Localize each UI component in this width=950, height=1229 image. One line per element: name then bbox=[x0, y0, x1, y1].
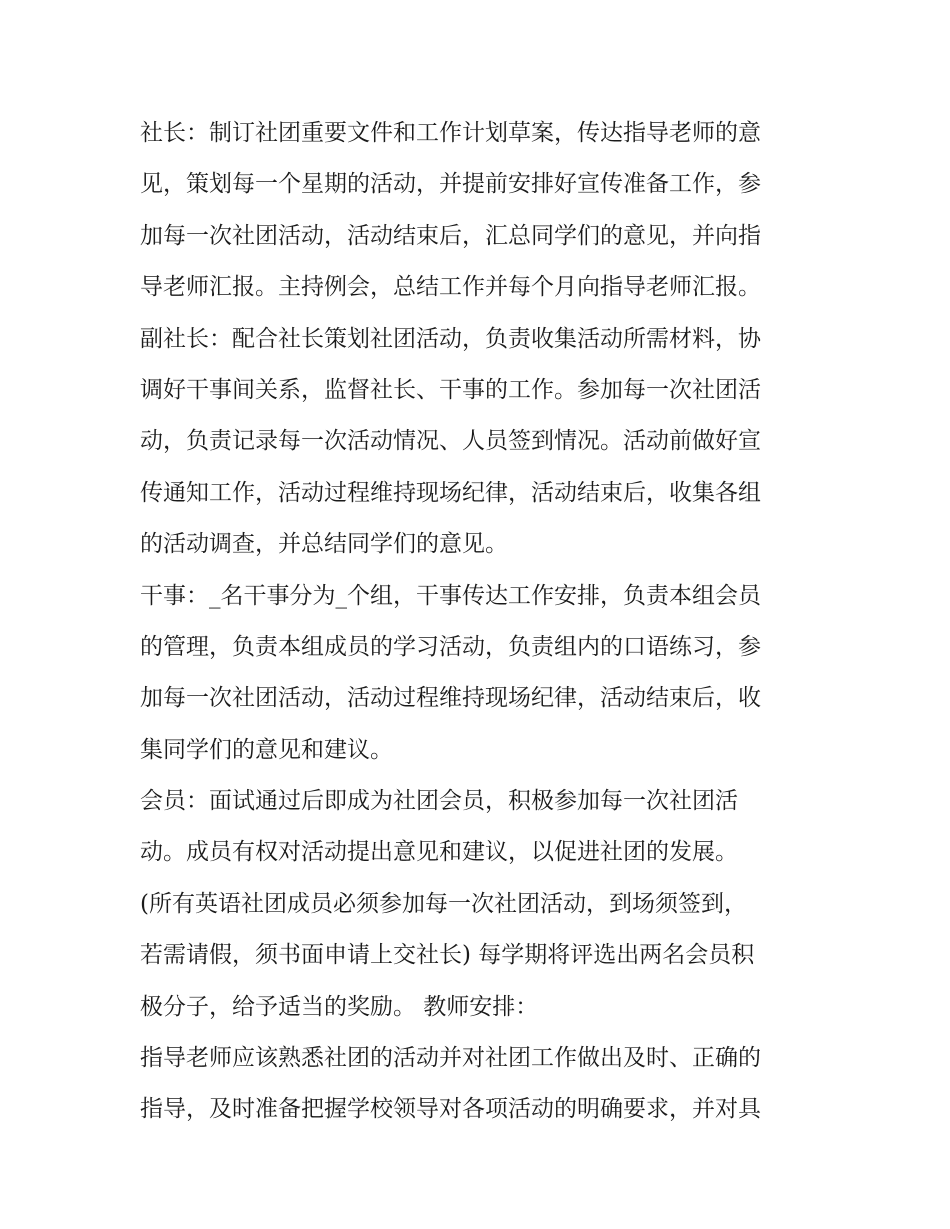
text-line: (所有英语社团成员必须参加每一次社团活动，到场须签到， bbox=[140, 890, 747, 917]
text-line: 加每一次社团活动，活动过程维持现场纪律，活动结束后，收 bbox=[140, 685, 761, 712]
text-line: 传通知工作，活动过程维持现场纪律，活动结束后，收集各组 bbox=[140, 479, 761, 506]
text-line: 集同学们的意见和建议。 bbox=[140, 736, 393, 763]
text-line: 会员：面试通过后即成为社团会员，积极参加每一次社团活 bbox=[140, 788, 738, 815]
document-body bbox=[140, 108, 820, 1136]
text-line: 的管理，负责本组成员的学习活动，负责组内的口语练习，参 bbox=[140, 633, 761, 660]
text-line: 指导，及时准备把握学校领导对各项活动的明确要求，并对具 bbox=[140, 1096, 761, 1123]
text-line: 指导老师应该熟悉社团的活动并对社团工作做出及时、正确的 bbox=[140, 1045, 761, 1072]
text-line: 调好干事间关系，监督社长、干事的工作。参加每一次社团活 bbox=[140, 376, 761, 403]
text-line: 的活动调查，并总结同学们的意见。 bbox=[140, 531, 508, 558]
text-line: 若需请假，须书面申请上交社长) 每学期将评选出两名会员积 bbox=[140, 942, 755, 969]
text-line: 社长：制订社团重要文件和工作计划草案，传达指导老师的意 bbox=[140, 120, 761, 146]
text-line: 动，负责记录每一次活动情况、人员签到情况。活动前做好宣 bbox=[140, 428, 761, 455]
text-line: 极分子，给予适当的奖励。 教师安排： bbox=[140, 993, 539, 1020]
text-line: 动。成员有权对活动提出意见和建议，以促进社团的发展。 bbox=[140, 839, 738, 866]
text-line: 见，策划每一个星期的活动，并提前安排好宣传准备工作，参 bbox=[140, 171, 761, 198]
text-line: 干事：_名干事分为_个组，干事传达工作安排，负责本组会员 bbox=[140, 582, 761, 609]
text-line: 副社长：配合社长策划社团活动，负责收集活动所需材料，协 bbox=[140, 325, 761, 352]
text-line: 导老师汇报。主持例会，总结工作并每个月向指导老师汇报。 bbox=[140, 274, 761, 301]
text-line: 加每一次社团活动，活动结束后，汇总同学们的意见，并向指 bbox=[140, 222, 761, 249]
